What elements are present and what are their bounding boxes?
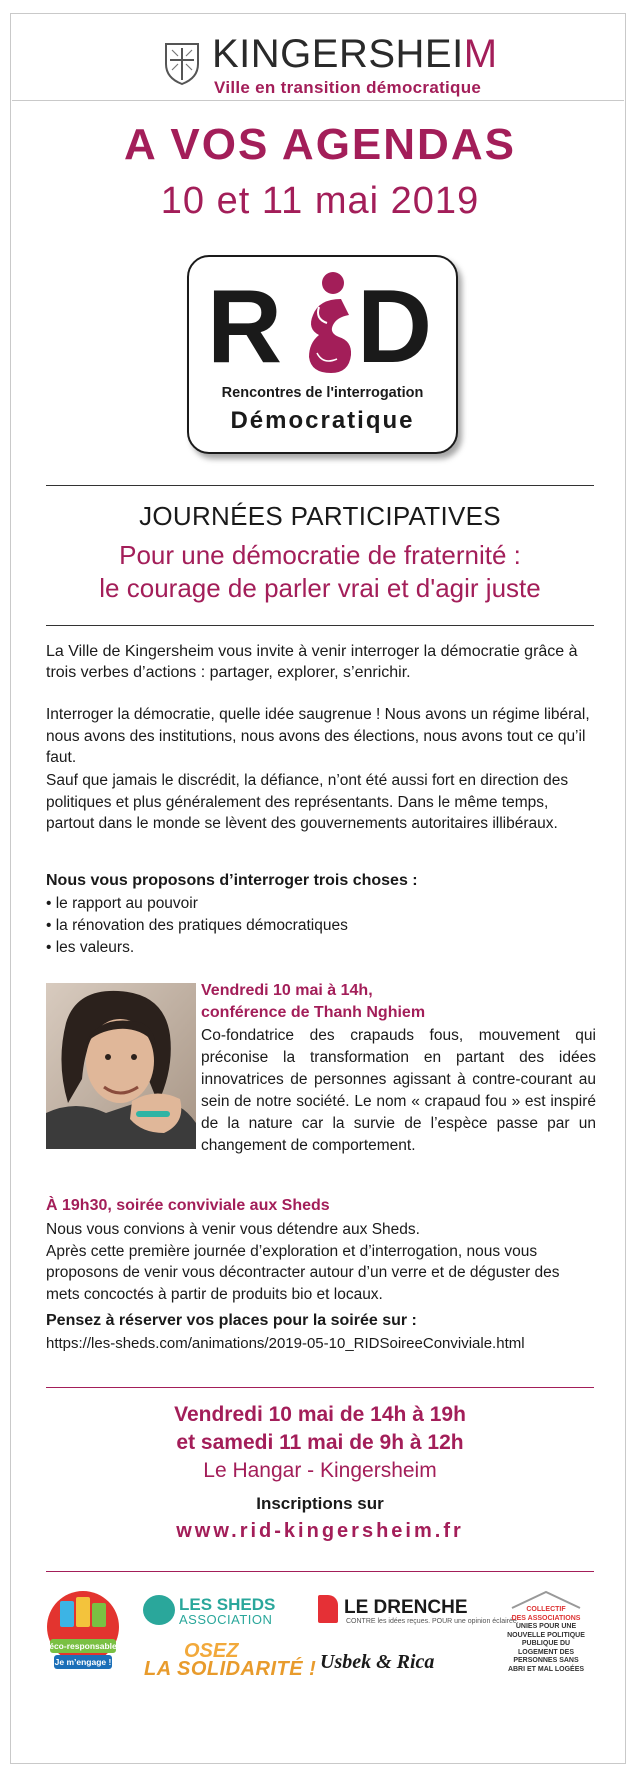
rid-swirl-icon	[289, 269, 359, 379]
reserve-title: Pensez à réserver vos places pour la soirée sur :	[46, 1312, 417, 1329]
brand-tagline: Ville en transition démocratique	[214, 78, 482, 97]
sheds-type: ASSOCIATION	[179, 1612, 273, 1627]
proposals-list	[46, 893, 348, 959]
divider	[46, 1571, 594, 1572]
soiree-line: Nous vous convions à venir vous détendre aux Sheds.	[46, 1221, 420, 1238]
drenche-tagline: CONTRE les idées reçues. POUR une opinion éclairée.	[346, 1618, 519, 1625]
section-subtitle-line2: le courage de parler vrai et d'agir juste	[99, 573, 541, 603]
body-paragraph: Interroger la démocratie, quelle idée saugrenue ! Nous avons un régime libéral, nous avons des institutions, nous avons des élections, nous avons tout ce qu’il faut.	[46, 706, 590, 766]
rid-subtitle-strong: Démocratique	[230, 407, 415, 434]
divider	[46, 625, 594, 626]
event-dates: 10 et 11 mai 2019	[160, 180, 480, 222]
osez-la-solidarite-logo	[140, 1640, 317, 1686]
eco-label: éco-responsable	[49, 1641, 117, 1651]
header	[12, 14, 624, 101]
list-item: • le rapport au pouvoir	[46, 893, 348, 915]
soiree-description	[46, 1219, 596, 1305]
soiree-title: À 19h30, soirée conviviale aux Sheds	[46, 1197, 330, 1214]
crest-icon	[162, 40, 202, 86]
speaker-photo	[46, 983, 196, 1149]
intro-paragraph: La Ville de Kingersheim vous invite à venir interroger la démocratie grâce à trois verbes d’actions : partager, explorer, s’enrichir.	[46, 643, 578, 681]
collectif-text: COLLECTIF DES ASSOCIATIONS UNIES POUR UNE NOUVELLE POLITIQUE PUBLIQUE DU LOGEMENT DES PERSONNES SANS ABRI ET MAL LOGÉES	[507, 1606, 585, 1673]
summary-friday: Vendredi 10 mai de 14h à 19h	[174, 1403, 466, 1426]
eco-engage: Je m’engage !	[54, 1657, 112, 1667]
section-title: JOURNÉES PARTICIPATIVES	[139, 501, 501, 531]
website-link[interactable]: www.rid-kingersheim.fr	[176, 1520, 464, 1542]
page-title: A VOS AGENDAS	[124, 120, 516, 169]
list-item: • la rénovation des pratiques démocratiques	[46, 915, 348, 937]
list-item: • les valeurs.	[46, 937, 348, 959]
inscriptions-label: Inscriptions sur	[256, 1494, 384, 1513]
sheds-icon	[143, 1595, 175, 1625]
event-subtitle: conférence de Thanh Nghiem	[201, 1004, 426, 1021]
eco-responsable-logo	[44, 1587, 122, 1677]
rid-logo	[187, 255, 458, 454]
rid-letter-r: R	[207, 269, 283, 385]
les-sheds-logo	[143, 1595, 283, 1629]
event-description: Co-fondatrice des crapauds fous, mouvement qui préconise la transformation en partant des idées innovatrices de personnes agissant à contre-courant au sein de notre société. Le nom « crapaud fou » est inspiré de la nature car la survie de l’espèce passe par un changement de comportement.	[201, 1027, 596, 1154]
osez-word: OSEZ	[184, 1640, 239, 1662]
body-paragraph: Sauf que jamais le discrédit, la défiance, n’ont été aussi fort en direction des politiques et plus généralement des représentants. Dans le même temps, partout dans le monde se lèvent des gouvernements autoritaires illibéraux.	[46, 772, 569, 832]
drenche-flag-icon	[318, 1595, 338, 1623]
usbek-rica-logo: Usbek & Rica	[320, 1651, 435, 1673]
divider	[46, 1387, 594, 1388]
sheds-name: LES SHEDS	[179, 1595, 276, 1614]
rid-subtitle: Rencontres de l'interrogation	[221, 385, 424, 401]
rid-letter-d: D	[357, 269, 433, 385]
event-title: Vendredi 10 mai à 14h,	[201, 982, 373, 999]
summary-saturday: et samedi 11 mai de 9h à 12h	[176, 1431, 464, 1454]
collectif-logo	[502, 1590, 590, 1680]
proposals-title: Nous vous proposons d’interroger trois choses :	[46, 872, 418, 889]
summary-location: Le Hangar - Kingersheim	[203, 1459, 437, 1482]
solidarite-word: LA SOLIDARITÉ !	[144, 1658, 317, 1680]
section-subtitle-line1: Pour une démocratie de fraternité :	[119, 540, 521, 570]
reserve-link[interactable]: https://les-sheds.com/animations/2019-05-10_RIDSoireeConviviale.html	[46, 1335, 525, 1352]
soiree-line: Après cette première journée d’exploration et d’interrogation, nous vous proposons de venir vous décontracter autour d’un verre et de déguster des mets concoctés à partir de produits bio et locaux.	[46, 1242, 560, 1303]
brand-name: KINGERSHEIM	[212, 32, 498, 76]
divider	[46, 485, 594, 486]
le-drenche-logo	[318, 1595, 519, 1629]
drenche-name: LE DRENCHE	[344, 1597, 468, 1618]
